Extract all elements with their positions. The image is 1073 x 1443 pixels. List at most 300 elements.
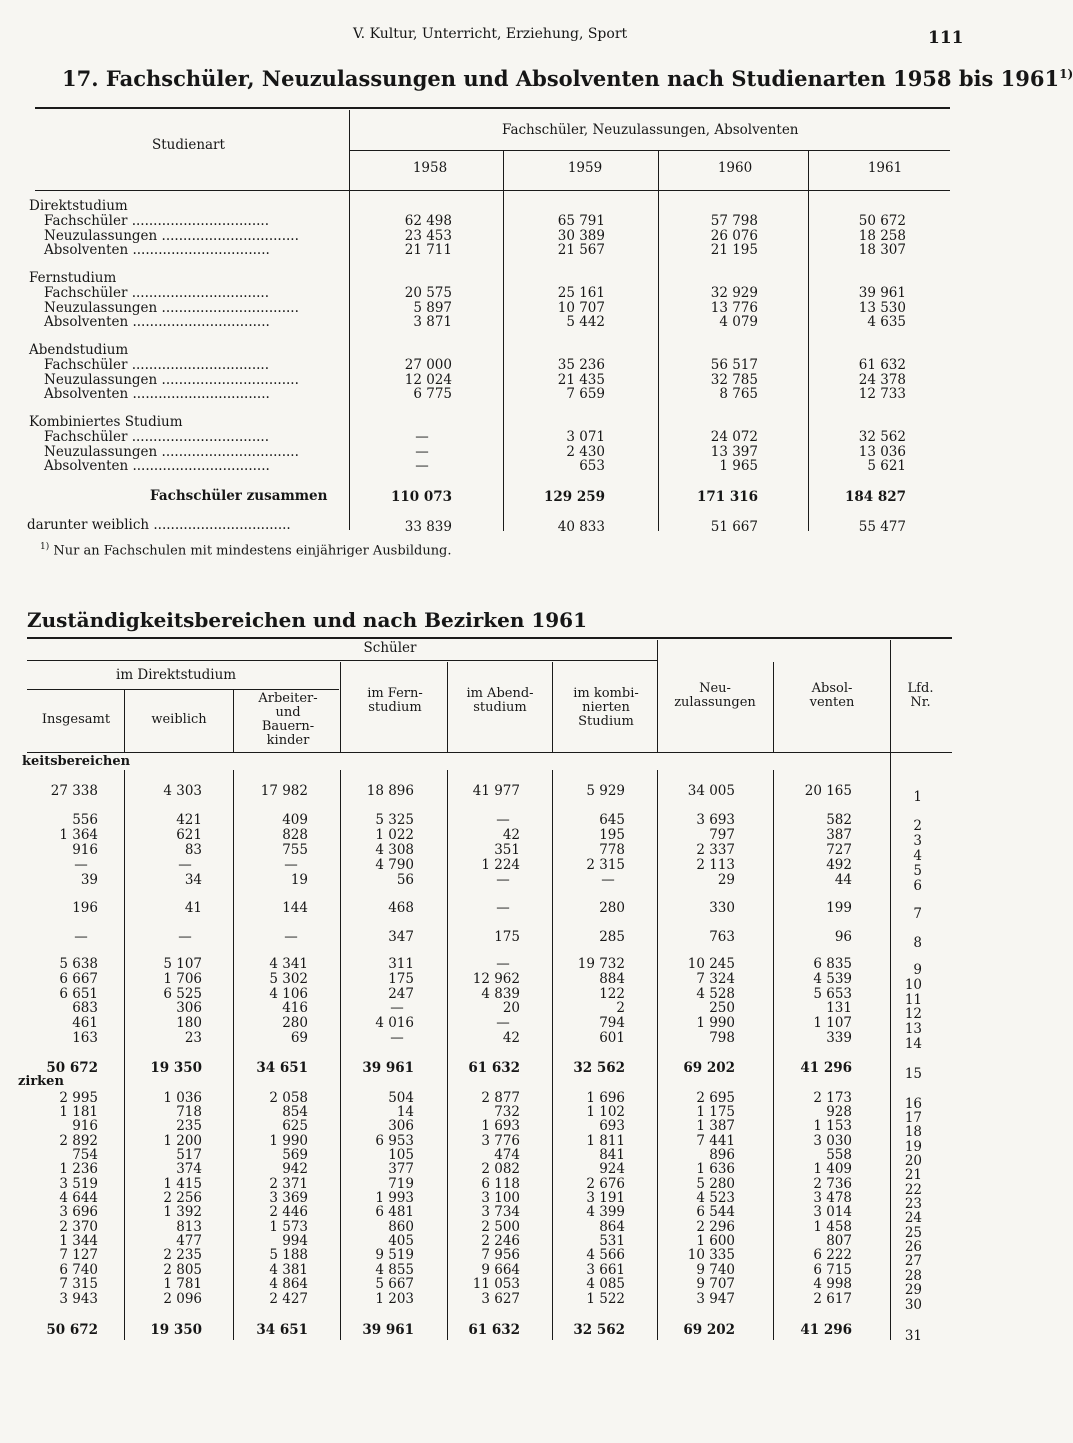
table2-cell: 311 — [388, 956, 414, 972]
dot-leader: ................................ — [127, 285, 270, 301]
table2-cell: 2 446 — [269, 1204, 308, 1220]
table1-vline-3 — [808, 151, 809, 531]
table2-lfd-cell: 9 — [913, 962, 922, 978]
row-label-text: Neuzulassungen — [44, 443, 158, 460]
table2-cell: 6 222 — [813, 1247, 852, 1263]
table2-cell: 5 638 — [59, 956, 98, 972]
table1-row-label — [44, 214, 319, 228]
table2-cell: 1 990 — [269, 1133, 308, 1149]
table2-cell: — — [178, 857, 192, 873]
table1-row-label — [44, 459, 319, 473]
table2-cell: 860 — [388, 1219, 414, 1235]
table2-cell: 3 734 — [481, 1204, 520, 1220]
table2-cell: 6 651 — [59, 986, 98, 1002]
dot-leader: ................................ — [127, 429, 270, 445]
table1-cell: 5 897 — [413, 299, 452, 316]
table2-cell: 4 528 — [696, 986, 735, 1002]
table2-cell: 6 118 — [481, 1176, 520, 1192]
table1-row-label — [44, 286, 319, 300]
table2-cell: 195 — [599, 827, 625, 843]
table2-cell: 10 245 — [687, 956, 735, 972]
table2-lfd-cell: 18 — [904, 1124, 922, 1140]
table2-cell: 44 — [834, 872, 852, 888]
table2-cell: — — [496, 872, 510, 888]
table2-cell: 9 664 — [481, 1262, 520, 1278]
table2-cell: 2 427 — [269, 1291, 308, 1307]
table2-cell: 144 — [282, 900, 308, 916]
table1-cell: 1 965 — [719, 458, 758, 474]
table2-cell: 5 667 — [375, 1276, 414, 1292]
table2-h-insgesamt: Insgesamt — [41, 712, 111, 727]
table2-cell: 1 696 — [586, 1090, 625, 1106]
table2-cell: 5 302 — [269, 971, 308, 987]
table2-cell: 61 632 — [468, 1060, 520, 1076]
row-label-text: Fachschüler — [44, 213, 128, 229]
table2-cell: 5 325 — [375, 812, 414, 828]
table2-cell: 163 — [72, 1030, 98, 1046]
table1-cell: 2 430 — [566, 443, 605, 460]
table1-section-label: Fernstudium — [29, 270, 117, 286]
table2-h-schueler: Schüler — [363, 640, 417, 656]
table2-cell: 928 — [826, 1104, 852, 1120]
page-number: 111 — [928, 28, 964, 48]
table2-cell: 50 672 — [46, 1060, 98, 1076]
table2-h-lfd: Lfd. Nr. — [907, 681, 934, 710]
table1-col-studienart: Studienart — [152, 137, 225, 153]
table2-cell: 1 415 — [163, 1176, 202, 1192]
table2-cell: 4 523 — [696, 1190, 735, 1206]
table2-cell: 306 — [176, 1000, 202, 1016]
table2-cell: 50 672 — [46, 1322, 98, 1338]
row-label-text: Neuzulassungen — [44, 299, 158, 316]
table2-vline-h — [124, 690, 125, 753]
table1-cell: 12 024 — [404, 371, 452, 388]
table2-cell: 896 — [709, 1147, 735, 1163]
table1-cell: 30 389 — [557, 227, 605, 244]
table2-cell: 339 — [826, 1030, 852, 1046]
table2-cell: 2 235 — [163, 1247, 202, 1263]
table2-cell: 517 — [176, 1147, 202, 1163]
table1-cell: 27 000 — [404, 357, 452, 373]
table2-cell: 558 — [826, 1147, 852, 1163]
table2-lfd-cell: 29 — [904, 1282, 922, 1298]
table2-vline-h — [233, 690, 234, 753]
table2-lfd-cell: 6 — [913, 878, 922, 894]
table2-cell: 17 982 — [260, 783, 308, 799]
table2-cell: 1 203 — [375, 1291, 414, 1307]
table2-cell: 42 — [502, 827, 520, 843]
table2-cell: 719 — [388, 1176, 414, 1192]
table2-cell: 625 — [282, 1118, 308, 1134]
table2-cell: 3 943 — [59, 1291, 98, 1307]
table2-cell: 4 381 — [269, 1262, 308, 1278]
table2-cell: 828 — [282, 827, 308, 843]
table2-cell: — — [284, 929, 298, 945]
table2-cell: 2 371 — [269, 1176, 308, 1192]
table1-cell: 13 036 — [858, 443, 906, 460]
table2-cell: 798 — [709, 1030, 735, 1046]
dot-leader: ................................ — [128, 314, 270, 330]
table2-cell: 1 036 — [163, 1090, 202, 1106]
table2-cell: — — [178, 929, 192, 945]
table2-cell: 2 — [616, 1000, 625, 1016]
table2-cell: 994 — [282, 1233, 308, 1249]
table2-cell: 2 736 — [813, 1176, 852, 1192]
table1-cell: 25 161 — [557, 285, 605, 301]
table2-cell: 2 805 — [163, 1262, 202, 1278]
table2-cell: 813 — [176, 1219, 202, 1235]
table1-row-label — [44, 358, 319, 372]
table2-cell: 42 — [502, 1030, 520, 1046]
table2-cell: 131 — [826, 1000, 852, 1016]
table2-cell: 34 — [184, 872, 202, 888]
table1-cell: 50 672 — [858, 213, 906, 229]
dot-leader: ................................ — [128, 242, 270, 258]
table2-cell: 601 — [599, 1030, 625, 1046]
table1-year: 1960 — [717, 160, 753, 176]
table1-cell: 21 711 — [404, 242, 452, 258]
table1-cell: 3 071 — [566, 429, 605, 445]
table1-cell: 32 562 — [858, 429, 906, 445]
table1-total-cell: 184 827 — [844, 489, 906, 505]
row-label-text: Fachschüler — [44, 357, 128, 373]
table1-row-label — [44, 243, 319, 257]
table2-cell: 105 — [388, 1147, 414, 1163]
table1-cell: 4 079 — [719, 314, 758, 330]
table2-cell: 347 — [388, 929, 414, 945]
table2-h-abend: im Abend- studium — [466, 686, 534, 715]
table2-cell: 1 153 — [813, 1118, 852, 1134]
table2-cell: 11 053 — [472, 1276, 520, 1292]
table2-cell: 3 519 — [59, 1176, 98, 1192]
table2-cell: — — [601, 872, 615, 888]
table2-cell: 2 695 — [696, 1090, 735, 1106]
table2-cell: 3 696 — [59, 1204, 98, 1220]
table2-title: Zuständigkeitsbereichen und nach Bezirken 1961 — [27, 608, 587, 632]
table2-lfd-cell: 4 — [913, 848, 922, 864]
table2-cell: 1 364 — [59, 827, 98, 843]
table2-cell: 2 500 — [481, 1219, 520, 1235]
table1-cell: 40 833 — [557, 519, 605, 535]
table2-cell: 6 835 — [813, 956, 852, 972]
table2-cell: 18 896 — [366, 783, 414, 799]
table2-cell: 2 617 — [813, 1291, 852, 1307]
table2-cell: 41 296 — [800, 1322, 852, 1338]
table2-cell: 247 — [388, 986, 414, 1002]
table2-h-fern: im Fern- studium — [367, 686, 423, 715]
table1-total-label: Fachschüler zusammen — [150, 488, 328, 504]
table2-cell: 416 — [282, 1000, 308, 1016]
table2-cell: 794 — [599, 1015, 625, 1031]
table2-lfd-cell: 5 — [913, 863, 922, 879]
table2-lfd-cell: 15 — [904, 1066, 922, 1082]
table1-cell: — — [415, 458, 429, 474]
table2-cell: 1 458 — [813, 1219, 852, 1235]
table2-cell: 755 — [282, 842, 308, 858]
table1-row-label — [44, 315, 319, 329]
table2-cell: 14 — [396, 1104, 414, 1120]
table2-cell: 29 — [717, 872, 735, 888]
table2-cell: 6 667 — [59, 971, 98, 987]
table1-vline-2 — [658, 151, 659, 531]
table2-cell: 2 676 — [586, 1176, 625, 1192]
table2-cell: 69 202 — [683, 1322, 735, 1338]
table2-cell: 5 280 — [696, 1176, 735, 1192]
row-label-text: Absolventen — [44, 242, 129, 258]
table2-cell: 1 344 — [59, 1233, 98, 1249]
table2-cell: 4 790 — [375, 857, 414, 873]
table2-cell: 754 — [72, 1147, 98, 1163]
table2-cell: 4 998 — [813, 1276, 852, 1292]
table2-cell: 2 877 — [481, 1090, 520, 1106]
dot-leader: ................................ — [157, 371, 299, 388]
table1-cell: 3 871 — [413, 314, 452, 330]
table2-cell: 683 — [72, 1000, 98, 1016]
table1-row-label — [44, 430, 319, 444]
table1-cell: 51 667 — [710, 519, 758, 535]
table1-cell: 61 632 — [858, 357, 906, 373]
table2-cell: 7 324 — [696, 971, 735, 987]
table1-row-label — [44, 445, 319, 459]
table2-cell: 96 — [834, 929, 852, 945]
table2-cell: 2 995 — [59, 1090, 98, 1106]
table1-cell: 20 575 — [404, 285, 452, 301]
table2-cell: 69 — [290, 1030, 308, 1046]
table2-cell: 2 892 — [59, 1133, 98, 1149]
table2-cell: 3 693 — [696, 812, 735, 828]
table2-cell: 1 236 — [59, 1161, 98, 1177]
table2-cell: 1 102 — [586, 1104, 625, 1120]
table2-cell: 405 — [388, 1233, 414, 1249]
table2-cell: 1 107 — [813, 1015, 852, 1031]
table2-cell: 7 441 — [696, 1133, 735, 1149]
table1-cell: 13 776 — [710, 299, 758, 316]
table2-cell: 32 562 — [573, 1060, 625, 1076]
table2-cell: 916 — [72, 842, 98, 858]
table2-cell: 4 085 — [586, 1276, 625, 1292]
table1-top-rule — [35, 107, 950, 109]
row-label-text: Neuzulassungen — [44, 371, 158, 388]
table2-direkt-rule — [27, 689, 339, 690]
table2-cell: 34 651 — [256, 1060, 308, 1076]
dot-leader: ................................ — [157, 227, 299, 244]
table1-cell: 62 498 — [404, 213, 452, 229]
table2-lfd-cell: 23 — [904, 1196, 922, 1212]
row-label-text: Fachschüler — [44, 285, 128, 301]
table2-lfd-cell: 13 — [904, 1021, 922, 1037]
dot-leader: ................................ — [157, 443, 299, 460]
table2-cell: 924 — [599, 1161, 625, 1177]
table2-cell: 39 961 — [362, 1322, 414, 1338]
table2-cell: — — [74, 929, 88, 945]
dot-leader: ................................ — [157, 299, 299, 316]
dot-leader: ................................ — [128, 458, 270, 474]
table2-cell: 6 715 — [813, 1262, 852, 1278]
table2-cell: 377 — [388, 1161, 414, 1177]
table2-cell: 250 — [709, 1000, 735, 1016]
table2-cell: — — [284, 857, 298, 873]
table2-cell: 6 544 — [696, 1204, 735, 1220]
table2-cell: 1 409 — [813, 1161, 852, 1177]
table2-cell: 330 — [709, 900, 735, 916]
table1-cell: 32 929 — [710, 285, 758, 301]
table2-lfd-cell: 27 — [904, 1253, 922, 1269]
table1-header-rule — [35, 190, 950, 191]
table2-cell: 1 200 — [163, 1133, 202, 1149]
table2-cell: 41 977 — [472, 783, 520, 799]
table1-footnote — [40, 542, 452, 558]
table2-cell: 4 016 — [375, 1015, 414, 1031]
table1-year: 1958 — [412, 160, 448, 176]
table2-lfd-cell: 19 — [904, 1139, 922, 1155]
table2-cell: 3 776 — [481, 1133, 520, 1149]
table2-lfd-cell: 10 — [904, 977, 922, 993]
table2-cell: 4 106 — [269, 986, 308, 1002]
table2-cell: 387 — [826, 827, 852, 843]
table2-cell: 1 781 — [163, 1276, 202, 1292]
table2-cell: 3 947 — [696, 1291, 735, 1307]
table2-cell: 2 370 — [59, 1219, 98, 1235]
table2-cell: 3 014 — [813, 1204, 852, 1220]
table2-cell: 4 539 — [813, 971, 852, 987]
table2-cell: 778 — [599, 842, 625, 858]
table2-schueler-rule — [27, 660, 657, 661]
table2-cell: 474 — [494, 1147, 520, 1163]
footnote-text: Nur an Fachschulen mit mindestens einjähriger Ausbildung. — [53, 543, 452, 559]
table1-cell: 21 195 — [710, 242, 758, 258]
table2-cell: 196 — [72, 900, 98, 916]
table1-cell: 13 397 — [710, 443, 758, 460]
table1-cell: 653 — [579, 458, 605, 474]
table2-cell: 1 022 — [375, 827, 414, 843]
table2-cell: 468 — [388, 900, 414, 916]
table2-lfd-cell: 17 — [904, 1110, 922, 1126]
table2-cell: 6 525 — [163, 986, 202, 1002]
table1-cell: 21 567 — [557, 242, 605, 258]
table1-vline-1 — [503, 151, 504, 531]
table2-cell: 39 — [80, 872, 98, 888]
table2-lfd-cell: 11 — [904, 992, 922, 1008]
table2-lfd-cell: 21 — [904, 1167, 922, 1183]
table2-lfd-cell: 1 — [913, 789, 922, 805]
table2-top-rule — [27, 637, 952, 639]
table1-section-label: Abendstudium — [29, 342, 129, 358]
table2-cell: 1 706 — [163, 971, 202, 987]
table2-vline-h — [773, 662, 774, 753]
table2-lfd-cell: 22 — [904, 1182, 922, 1198]
table1-cell: 13 530 — [858, 299, 906, 316]
table2-cell: 1 573 — [269, 1219, 308, 1235]
table2-lfd-cell: 20 — [904, 1153, 922, 1169]
table2-h-komb: im kombi- nierten Studium — [573, 686, 639, 729]
row-label-text: Absolventen — [44, 386, 129, 402]
table2-vline-h — [552, 662, 553, 753]
table2-cell: 569 — [282, 1147, 308, 1163]
table1-cell: 32 785 — [710, 371, 758, 388]
table2-cell: 34 005 — [687, 783, 735, 799]
table1-cell: 12 733 — [858, 386, 906, 402]
table2-cell: 3 478 — [813, 1190, 852, 1206]
table2-section-label: zirken — [18, 1074, 64, 1089]
table2-cell: 20 — [502, 1000, 520, 1016]
table1-cell: — — [415, 429, 429, 445]
table2-cell: 4 644 — [59, 1190, 98, 1206]
table1-section-label: Kombiniertes Studium — [29, 414, 183, 430]
row-label-text: Absolventen — [44, 458, 129, 474]
table2-cell: 19 — [290, 872, 308, 888]
table2-cell: 4 855 — [375, 1262, 414, 1278]
table2-cell: 56 — [396, 872, 414, 888]
table1-cell: 7 659 — [566, 386, 605, 402]
table2-cell: 3 030 — [813, 1133, 852, 1149]
table2-cell: 4 566 — [586, 1247, 625, 1263]
table1-row-label — [44, 387, 319, 401]
table1-row-label — [44, 373, 319, 387]
dot-leader: ................................ — [149, 517, 291, 533]
dot-leader: ................................ — [127, 357, 270, 373]
table1-cell: 39 961 — [858, 285, 906, 301]
table1-cell: 33 839 — [404, 519, 452, 535]
table2-cell: 20 165 — [804, 783, 852, 799]
table2-cell: — — [74, 857, 88, 873]
table2-cell: 41 — [184, 900, 202, 916]
table2-cell: 807 — [826, 1233, 852, 1249]
table2-cell: 6 953 — [375, 1133, 414, 1149]
table2-lfd-cell: 8 — [913, 935, 922, 951]
table1-female-label — [27, 518, 319, 532]
table2-cell: 2 315 — [586, 857, 625, 873]
table2-cell: 409 — [282, 812, 308, 828]
table2-cell: 4 399 — [586, 1204, 625, 1220]
table1-title-ref: 1) — [1059, 67, 1073, 81]
table2-cell: 4 864 — [269, 1276, 308, 1292]
footnote-ref: 1) — [40, 542, 50, 552]
table2-cell: 23 — [184, 1030, 202, 1046]
table2-cell: 235 — [176, 1118, 202, 1134]
table1-cell: 23 453 — [404, 227, 452, 244]
table1-cell: 24 072 — [710, 429, 758, 445]
table1-title — [62, 66, 1073, 91]
table2-cell: 3 369 — [269, 1190, 308, 1206]
table2-lfd-cell: 16 — [904, 1096, 922, 1112]
table2-cell: 1 990 — [696, 1015, 735, 1031]
dot-leader: ................................ — [127, 213, 270, 229]
table2-cell: — — [496, 1015, 510, 1031]
table2-h-abs: Absol- venten — [809, 681, 855, 710]
table2-cell: — — [390, 1030, 404, 1046]
table2-cell: 41 296 — [800, 1060, 852, 1076]
table2-cell: 1 811 — [586, 1133, 625, 1149]
table2-lfd-cell: 28 — [904, 1268, 922, 1284]
table2-cell: 1 600 — [696, 1233, 735, 1249]
table2-cell: 477 — [176, 1233, 202, 1249]
table2-cell: 19 350 — [150, 1060, 202, 1076]
table2-cell: 854 — [282, 1104, 308, 1120]
table2-cell: 4 303 — [163, 783, 202, 799]
table1-total-cell: 110 073 — [390, 489, 452, 505]
table1-cell: 35 236 — [557, 357, 605, 373]
row-label-text: Neuzulassungen — [44, 227, 158, 244]
table2-cell: 69 202 — [683, 1060, 735, 1076]
table2-cell: 6 481 — [375, 1204, 414, 1220]
table2-cell: 280 — [599, 900, 625, 916]
table2-cell: 175 — [388, 971, 414, 987]
table2-cell: 797 — [709, 827, 735, 843]
table2-lfd-cell: 3 — [913, 833, 922, 849]
table2-cell: 10 335 — [687, 1247, 735, 1263]
table2-cell: — — [496, 900, 510, 916]
table2-cell: 27 338 — [50, 783, 98, 799]
